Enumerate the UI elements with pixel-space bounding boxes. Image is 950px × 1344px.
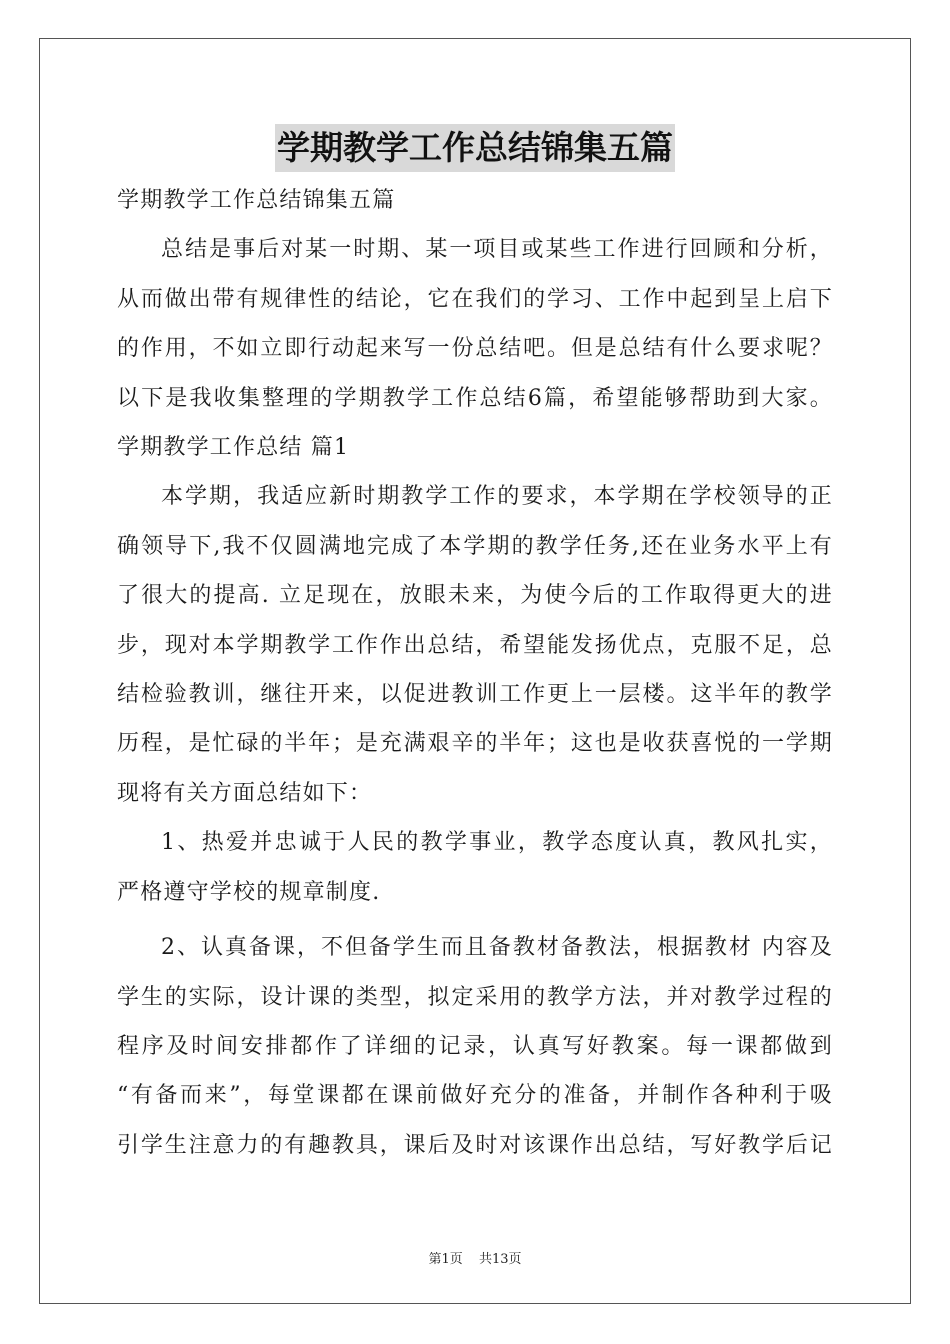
paragraph-line: 以下是我收集整理的学期教学工作总结6篇，希望能够帮助到大家。 (117, 385, 833, 411)
list-item-line: 1、热爱并忠诚于人民的教学事业，教学态度认真，教风扎实， (161, 830, 833, 856)
section-heading: 学期教学工作总结 篇1 (117, 435, 350, 461)
document-body (117, 176, 833, 1170)
title-container (0, 124, 950, 172)
paragraph-line: 从而做出带有规律性的结论，它在我们的学习、工作中起到呈上启下 (117, 286, 833, 312)
paragraph-line: 本学期，我适应新时期教学工作的要求，本学期在学校领导的正 (161, 484, 833, 510)
paragraph-line: 了很大的提高. 立足现在，放眼未来，为使今后的工作取得更大的进 (117, 583, 833, 609)
list-item-line: 程序及时间安排都作了详细的记录，认真写好教案。每一课都做到 (117, 1033, 833, 1059)
paragraph-line: 确领导下,我不仅圆满地完成了本学期的教学任务,还在业务水平上有 (117, 533, 833, 559)
list-item-line: 2、认真备课，不但备学生而且备教材备教法，根据教材 内容及 (161, 935, 833, 961)
list-item-line: 学生的实际，设计课的类型，拟定采用的教学方法，并对教学过程的 (117, 984, 833, 1010)
total-pages: 共13页 (478, 1252, 522, 1267)
paragraph-line: 步，现对本学期教学工作作出总结，希望能发扬优点，克服不足，总 (117, 632, 833, 658)
subtitle-line: 学期教学工作总结锦集五篇 (117, 188, 396, 213)
page-number: 第1页 (428, 1252, 463, 1267)
paragraph-line: 现将有关方面总结如下： (117, 780, 373, 806)
paragraph-line: 结检验教训，继往开来，以促进教训工作更上一层楼。这半年的教学 (117, 682, 833, 708)
document-title: 学期教学工作总结锦集五篇 (275, 124, 675, 172)
list-item-line: 引学生注意力的有趣教具，课后及时对该课作出总结，写好教学后记 (117, 1132, 833, 1158)
page-footer (0, 1248, 950, 1267)
list-item-line: 严格遵守学校的规章制度. (117, 879, 381, 905)
paragraph-line: 的作用，不如立即行动起来写一份总结吧。但是总结有什么要求呢？ (117, 336, 833, 362)
list-item-line: “有备而来”，每堂课都在课前做好充分的准备，并制作各种利于吸 (117, 1083, 833, 1109)
paragraph-line: 总结是事后对某一时期、某一项目或某些工作进行回顾和分析， (161, 237, 833, 263)
paragraph-line: 历程，是忙碌的半年；是充满艰辛的半年；这也是收获喜悦的一学期 (117, 731, 833, 757)
